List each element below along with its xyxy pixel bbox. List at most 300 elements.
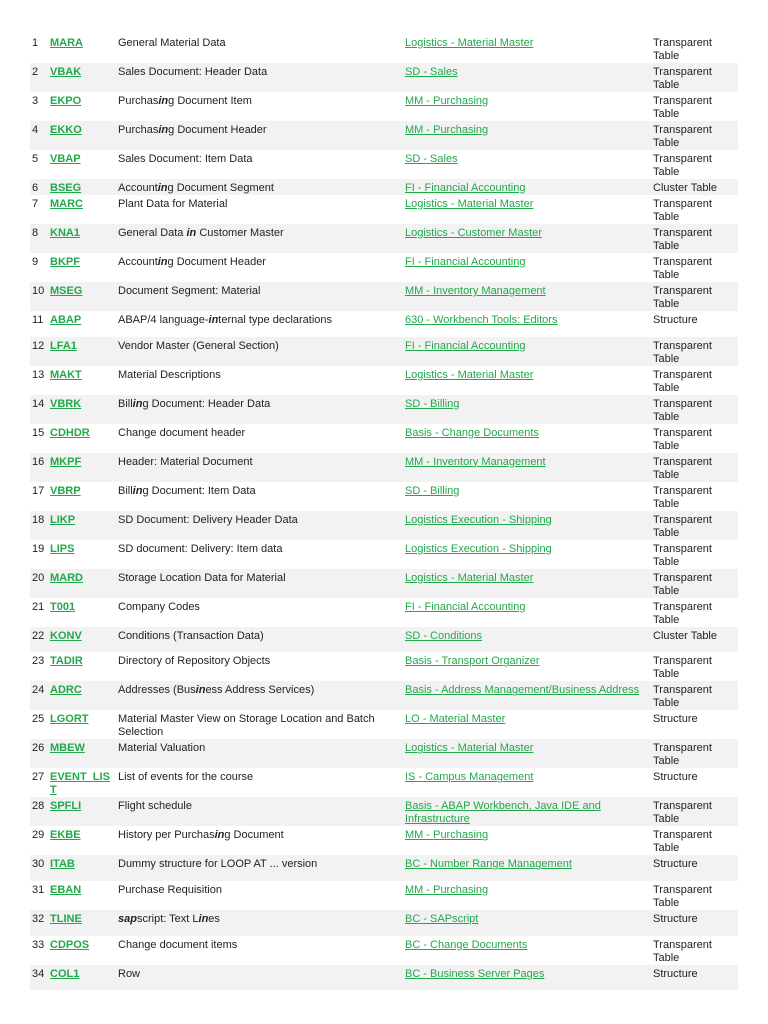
package-link[interactable]: BC - Number Range Management	[405, 858, 572, 871]
description-text: Header: Material Document	[118, 455, 253, 468]
package-cell	[403, 395, 651, 424]
description-text: Vendor Master (General Section)	[118, 339, 279, 352]
description-text: Sales Document: Item Data	[118, 153, 253, 165]
table-name-link[interactable]: EBAN	[50, 884, 82, 897]
package-cell	[403, 482, 651, 511]
table-row	[30, 569, 738, 598]
table-name-cell	[48, 179, 116, 195]
description-cell	[116, 195, 403, 224]
package-cell	[403, 424, 651, 453]
description-text: Purchas	[118, 95, 159, 107]
row-number: 30	[30, 855, 48, 881]
table-name-cell	[48, 965, 116, 991]
package-cell	[403, 253, 651, 282]
description-cell	[116, 910, 403, 936]
table-name-cell	[48, 936, 116, 965]
description-cell	[116, 511, 403, 540]
table-name-cell	[48, 395, 116, 424]
package-link[interactable]: BC - Business Server Pages	[405, 967, 545, 980]
description-cell	[116, 224, 403, 253]
table-name-cell	[48, 627, 116, 653]
table-name-cell	[48, 311, 116, 337]
table-name-cell	[48, 826, 116, 855]
table-name-link[interactable]: EKBE	[50, 829, 81, 842]
description-text: g Document: Item Data	[142, 484, 256, 497]
package-cell	[403, 627, 651, 653]
description-text: Material Valuation	[118, 742, 206, 755]
sap-tables-list	[30, 34, 738, 990]
package-cell	[403, 63, 651, 92]
package-link[interactable]: Logistics - Material Master	[405, 198, 534, 210]
table-row	[30, 598, 738, 627]
table-type-cell: Structure	[651, 768, 738, 797]
table-name-cell	[48, 121, 116, 150]
table-name-link[interactable]: ABAP	[50, 314, 82, 326]
package-cell	[403, 337, 651, 366]
package-link[interactable]: FI - Financial Accounting	[405, 600, 526, 613]
table-type-cell: Transparent Table	[651, 826, 738, 855]
description-text: ABAP/4 language-	[118, 314, 209, 326]
description-cell	[116, 453, 403, 482]
table-type-cell: Transparent Table	[651, 366, 738, 395]
package-cell	[403, 652, 651, 681]
description-cell	[116, 965, 403, 991]
description-text: Bill	[118, 484, 133, 497]
description-cell	[116, 768, 403, 797]
table-row	[30, 224, 738, 253]
table-name-link[interactable]: MAKT	[50, 368, 82, 381]
table-type-cell: Structure	[651, 710, 738, 739]
description-cell	[116, 424, 403, 453]
table-name-cell	[48, 511, 116, 540]
description-text: ternal type declarations	[218, 314, 333, 326]
table-name-cell	[48, 710, 116, 739]
table-name-link[interactable]: EKKO	[50, 124, 82, 136]
table-row	[30, 366, 738, 395]
package-link[interactable]: BC - SAPscript	[405, 913, 479, 926]
table-row	[30, 92, 738, 121]
description-cell	[116, 881, 403, 910]
row-number: 10	[30, 282, 48, 311]
row-number: 17	[30, 482, 48, 511]
description-text: History per Purchas	[118, 829, 215, 842]
description-cell	[116, 92, 403, 121]
package-cell	[403, 311, 651, 337]
row-number: 7	[30, 195, 48, 224]
table-name-cell	[48, 224, 116, 253]
description-cell	[116, 739, 403, 768]
package-cell	[403, 224, 651, 253]
table-row	[30, 424, 738, 453]
table-name-link[interactable]: MSEG	[50, 285, 83, 297]
description-text: Change document header	[118, 426, 246, 439]
table-row	[30, 121, 738, 150]
search-highlight: in	[214, 829, 225, 842]
description-cell	[116, 179, 403, 195]
package-link[interactable]: FI - Financial Accounting	[405, 339, 526, 352]
table-type-cell: Structure	[651, 855, 738, 881]
table-type-cell: Transparent Table	[651, 569, 738, 598]
table-name-link[interactable]: BKPF	[50, 256, 80, 268]
search-highlight: in	[157, 256, 168, 268]
package-cell	[403, 910, 651, 936]
description-cell	[116, 337, 403, 366]
package-link[interactable]: MM - Purchasing	[405, 124, 489, 136]
search-highlight: in	[195, 684, 206, 697]
row-number: 29	[30, 826, 48, 855]
table-row	[30, 150, 738, 179]
row-number: 25	[30, 710, 48, 739]
row-number: 13	[30, 366, 48, 395]
package-link[interactable]: Basis - Address Management/Business Address	[405, 684, 640, 697]
package-cell	[403, 569, 651, 598]
description-text: Conditions (Transaction Data)	[118, 629, 264, 642]
table-type-cell: Transparent Table	[651, 482, 738, 511]
table-type-cell: Transparent Table	[651, 395, 738, 424]
table-name-cell	[48, 855, 116, 881]
package-link[interactable]: Logistics - Customer Master	[405, 227, 542, 239]
table-name-cell	[48, 768, 116, 797]
table-name-link[interactable]: ITAB	[50, 858, 75, 871]
table-name-link[interactable]: MBEW	[50, 742, 85, 755]
table-name-link[interactable]: T001	[50, 600, 76, 613]
table-row	[30, 855, 738, 881]
description-text: SD document: Delivery: Item data	[118, 542, 283, 555]
description-text: Document Segment: Material	[118, 285, 261, 297]
package-link[interactable]: Basis - Change Documents	[405, 426, 539, 439]
table-body	[30, 34, 738, 990]
package-cell	[403, 936, 651, 965]
table-name-cell	[48, 681, 116, 710]
package-link[interactable]: Logistics - Material Master	[405, 742, 534, 755]
table-row	[30, 710, 738, 739]
row-number: 20	[30, 569, 48, 598]
package-link[interactable]: SD - Billing	[405, 397, 460, 410]
description-text: Plant Data for Material	[118, 198, 228, 210]
row-number: 9	[30, 253, 48, 282]
package-link[interactable]: Logistics - Material Master	[405, 37, 534, 49]
description-text: Account	[118, 256, 158, 268]
table-name-cell	[48, 881, 116, 910]
package-link[interactable]: MM - Purchasing	[405, 884, 489, 897]
table-name-link[interactable]: BSEG	[50, 182, 82, 194]
description-cell	[116, 366, 403, 395]
table-name-cell	[48, 540, 116, 569]
package-link[interactable]: FI - Financial Accounting	[405, 256, 526, 268]
table-row	[30, 826, 738, 855]
description-text: script: Text L	[136, 913, 199, 926]
package-cell	[403, 195, 651, 224]
description-cell	[116, 569, 403, 598]
description-text: Customer Master	[196, 227, 284, 239]
row-number: 23	[30, 652, 48, 681]
package-cell	[403, 681, 651, 710]
description-text: g Document Header	[168, 124, 267, 136]
description-cell	[116, 826, 403, 855]
row-number: 19	[30, 540, 48, 569]
description-cell	[116, 855, 403, 881]
package-link[interactable]: MM - Purchasing	[405, 829, 489, 842]
table-row	[30, 768, 738, 797]
table-name-cell	[48, 337, 116, 366]
description-text: Change document items	[118, 938, 238, 951]
table-name-cell	[48, 424, 116, 453]
table-name-link[interactable]: KONV	[50, 629, 82, 642]
package-link[interactable]: MM - Inventory Management	[405, 455, 546, 468]
description-cell	[116, 540, 403, 569]
table-type-cell: Transparent Table	[651, 253, 738, 282]
table-type-cell: Transparent Table	[651, 34, 738, 63]
search-highlight: sap	[118, 913, 137, 926]
table-type-cell: Transparent Table	[651, 540, 738, 569]
table-name-link[interactable]: LIPS	[50, 542, 75, 555]
description-cell	[116, 121, 403, 150]
package-cell	[403, 710, 651, 739]
table-name-link[interactable]: SPFLI	[50, 800, 82, 813]
row-number: 33	[30, 936, 48, 965]
package-link[interactable]: Logistics Execution - Shipping	[405, 542, 552, 555]
package-cell	[403, 540, 651, 569]
table-name-link[interactable]: MKPF	[50, 455, 82, 468]
table-name-cell	[48, 910, 116, 936]
table-row	[30, 253, 738, 282]
table-name-cell	[48, 63, 116, 92]
package-link[interactable]: MM - Purchasing	[405, 95, 489, 107]
table-type-cell: Structure	[651, 910, 738, 936]
package-cell	[403, 797, 651, 826]
row-number: 3	[30, 92, 48, 121]
table-row	[30, 337, 738, 366]
table-name-cell	[48, 282, 116, 311]
package-link[interactable]: IS - Campus Management	[405, 771, 534, 784]
table-name-link[interactable]: VBAK	[50, 66, 82, 78]
table-row	[30, 965, 738, 991]
table-name-link[interactable]: EKPO	[50, 95, 82, 107]
description-text: Purchase Requisition	[118, 884, 222, 897]
row-number: 6	[30, 179, 48, 195]
row-number: 14	[30, 395, 48, 424]
description-text: Row	[118, 967, 141, 980]
description-text: General Material Data	[118, 37, 226, 49]
table-type-cell: Cluster Table	[651, 627, 738, 653]
description-text: Bill	[118, 397, 133, 410]
table-row	[30, 179, 738, 195]
table-row	[30, 936, 738, 965]
table-type-cell: Cluster Table	[651, 179, 738, 195]
table-type-cell: Transparent Table	[651, 150, 738, 179]
package-cell	[403, 739, 651, 768]
row-number: 34	[30, 965, 48, 991]
table-name-cell	[48, 797, 116, 826]
table-name-cell	[48, 482, 116, 511]
description-text: Material Descriptions	[118, 368, 221, 381]
table-type-cell: Transparent Table	[651, 453, 738, 482]
package-link[interactable]: LO - Material Master	[405, 713, 506, 726]
package-cell	[403, 366, 651, 395]
row-number: 28	[30, 797, 48, 826]
table-row	[30, 482, 738, 511]
table-row	[30, 681, 738, 710]
table-type-cell: Transparent Table	[651, 739, 738, 768]
description-text: Addresses (Bus	[118, 684, 196, 697]
table-name-link[interactable]: MARD	[50, 571, 83, 584]
table-row	[30, 311, 738, 337]
table-row	[30, 395, 738, 424]
package-link[interactable]: BC - Change Documents	[405, 938, 528, 951]
row-number: 4	[30, 121, 48, 150]
row-number: 21	[30, 598, 48, 627]
description-cell	[116, 598, 403, 627]
description-cell	[116, 681, 403, 710]
package-link[interactable]: MM - Inventory Management	[405, 285, 546, 297]
table-row	[30, 881, 738, 910]
description-text: Purchas	[118, 124, 159, 136]
table-name-link[interactable]: VBAP	[50, 153, 81, 165]
table-name-link[interactable]: EVENT_LIST	[50, 771, 110, 797]
table-type-cell: Transparent Table	[651, 511, 738, 540]
table-row	[30, 739, 738, 768]
package-cell	[403, 150, 651, 179]
table-name-cell	[48, 150, 116, 179]
package-link[interactable]: FI - Financial Accounting	[405, 182, 526, 194]
table-name-link[interactable]: MARA	[50, 37, 83, 49]
table-type-cell: Transparent Table	[651, 652, 738, 681]
row-number: 12	[30, 337, 48, 366]
package-cell	[403, 121, 651, 150]
description-cell	[116, 34, 403, 63]
table-type-cell: Transparent Table	[651, 282, 738, 311]
description-text: List of events for the course	[118, 771, 254, 784]
description-text: es	[208, 913, 220, 926]
description-text: Sales Document: Header Data	[118, 66, 268, 78]
description-text: g Document Item	[168, 95, 252, 107]
package-link[interactable]: Logistics Execution - Shipping	[405, 513, 552, 526]
table-row	[30, 282, 738, 311]
table-name-link[interactable]: KNA1	[50, 227, 80, 239]
table-row	[30, 453, 738, 482]
table-name-cell	[48, 453, 116, 482]
table-type-cell: Transparent Table	[651, 224, 738, 253]
table-name-link[interactable]: TADIR	[50, 655, 83, 668]
table-name-link[interactable]: MARC	[50, 198, 83, 210]
search-highlight: in	[198, 913, 209, 926]
table-name-cell	[48, 652, 116, 681]
table-name-link[interactable]: CDHDR	[50, 426, 90, 439]
table-name-link[interactable]: TLINE	[50, 913, 82, 926]
search-highlight: in	[158, 124, 169, 136]
row-number: 27	[30, 768, 48, 797]
package-link[interactable]: Logistics - Material Master	[405, 571, 534, 584]
description-text: SD Document: Delivery Header Data	[118, 513, 298, 526]
row-number: 26	[30, 739, 48, 768]
description-text: General Data	[118, 227, 187, 239]
search-highlight: in	[157, 182, 168, 194]
description-text: Company Codes	[118, 600, 200, 613]
description-text: g Document	[224, 829, 284, 842]
description-cell	[116, 282, 403, 311]
table-name-cell	[48, 739, 116, 768]
package-cell	[403, 92, 651, 121]
package-cell	[403, 965, 651, 991]
table-row	[30, 652, 738, 681]
table-name-link[interactable]: CDPOS	[50, 938, 90, 951]
package-link[interactable]: Logistics - Material Master	[405, 368, 534, 381]
package-link[interactable]: SD - Sales	[405, 66, 458, 78]
package-cell	[403, 179, 651, 195]
table-name-cell	[48, 253, 116, 282]
package-link[interactable]: 630 - Workbench Tools: Editors	[405, 314, 558, 326]
description-text: Directory of Repository Objects	[118, 655, 271, 668]
package-link[interactable]: SD - Conditions	[405, 629, 483, 642]
table-name-link[interactable]: COL1	[50, 967, 80, 980]
table-type-cell: Transparent Table	[651, 195, 738, 224]
package-cell	[403, 598, 651, 627]
description-cell	[116, 652, 403, 681]
row-number: 5	[30, 150, 48, 179]
table-type-cell: Transparent Table	[651, 63, 738, 92]
table-row	[30, 34, 738, 63]
description-text: ess Address Services)	[205, 684, 315, 697]
package-link[interactable]: SD - Sales	[405, 153, 458, 165]
table-name-link[interactable]: LGORT	[50, 713, 89, 726]
description-cell	[116, 395, 403, 424]
table-name-link[interactable]: LFA1	[50, 339, 77, 352]
package-cell	[403, 768, 651, 797]
description-cell	[116, 253, 403, 282]
table-type-cell: Transparent Table	[651, 797, 738, 826]
row-number: 15	[30, 424, 48, 453]
table-name-link[interactable]: LIKP	[50, 513, 76, 526]
search-highlight: in	[158, 95, 169, 107]
description-text: Account	[118, 182, 158, 194]
package-cell	[403, 855, 651, 881]
description-cell	[116, 63, 403, 92]
description-cell	[116, 936, 403, 965]
table-name-link[interactable]: VBRK	[50, 397, 82, 410]
table-type-cell: Transparent Table	[651, 121, 738, 150]
description-text: Storage Location Data for Material	[118, 571, 286, 584]
search-highlight: in	[132, 484, 143, 497]
table-name-cell	[48, 195, 116, 224]
search-highlight: in	[132, 397, 143, 410]
table-type-cell: Transparent Table	[651, 881, 738, 910]
package-link[interactable]: Basis - Transport Organizer	[405, 655, 540, 668]
description-text: Material Master View on Storage Location and Batch Selection	[118, 713, 375, 739]
description-cell	[116, 150, 403, 179]
package-cell	[403, 282, 651, 311]
package-link[interactable]: SD - Billing	[405, 484, 460, 497]
table-name-cell	[48, 569, 116, 598]
table-row	[30, 797, 738, 826]
row-number: 31	[30, 881, 48, 910]
package-cell	[403, 34, 651, 63]
row-number: 24	[30, 681, 48, 710]
package-cell	[403, 511, 651, 540]
table-row	[30, 627, 738, 653]
description-cell	[116, 797, 403, 826]
row-number: 1	[30, 34, 48, 63]
table-name-link[interactable]: ADRC	[50, 684, 82, 697]
description-cell	[116, 627, 403, 653]
row-number: 32	[30, 910, 48, 936]
table-row	[30, 63, 738, 92]
table-name-link[interactable]: VBRP	[50, 484, 81, 497]
row-number: 18	[30, 511, 48, 540]
table-type-cell: Structure	[651, 311, 738, 337]
row-number: 2	[30, 63, 48, 92]
package-link[interactable]: Basis - ABAP Workbench, Java IDE and Infrastructure	[405, 800, 601, 826]
search-highlight: in	[208, 314, 219, 326]
